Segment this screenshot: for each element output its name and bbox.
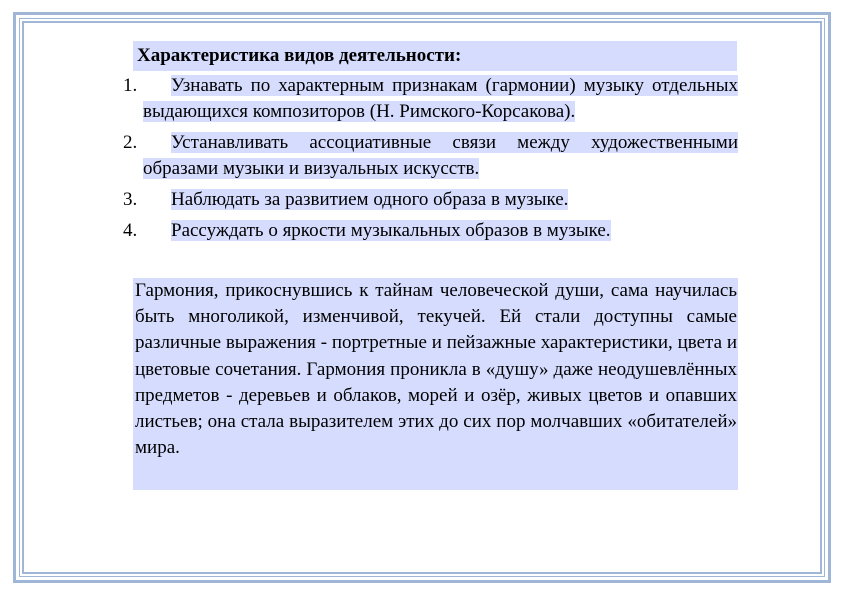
- list-item-text: Устанавливать ассоциативные связи между художественными образами музыки и визуальных искусств.: [143, 132, 738, 179]
- list-item: [122, 73, 738, 125]
- list-item-number: 4.: [123, 220, 138, 241]
- section-heading: Характеристика видов деятельности:: [133, 41, 737, 71]
- list-item-number: 3.: [123, 189, 138, 210]
- list-item-text: Узнавать по характерным признакам (гармонии) музыку отдельных выдающихся композиторов (Н. Римского-Корсакова).: [143, 75, 738, 122]
- list-item-text: Рассуждать о яркости музыкальных образов в музыке.: [171, 220, 611, 241]
- list-item: [122, 218, 738, 244]
- list-item: [122, 187, 738, 213]
- list-item-number: 2.: [123, 132, 138, 153]
- list-item: [122, 130, 738, 182]
- list-item-text: Наблюдать за развитием одного образа в музыке.: [171, 189, 569, 210]
- activity-list: [122, 73, 738, 249]
- list-item-number: 1.: [123, 75, 138, 96]
- harmony-paragraph: Гармония, прикоснувшись к тайнам человеческой души, сама научилась быть многоликой, изменчивой, текучей. Ей стали доступны самые различные выражения - портретные и пейзажные характеристики, цвета и цветовые сочетания. Гармония проникла в «душу» даже неодушевлённых предметов - деревьев и облаков, морей и озёр, живых цветов и опавших листьев; она стала выразителем этих до сих пор молчавших «обитателей» мира.: [133, 278, 738, 490]
